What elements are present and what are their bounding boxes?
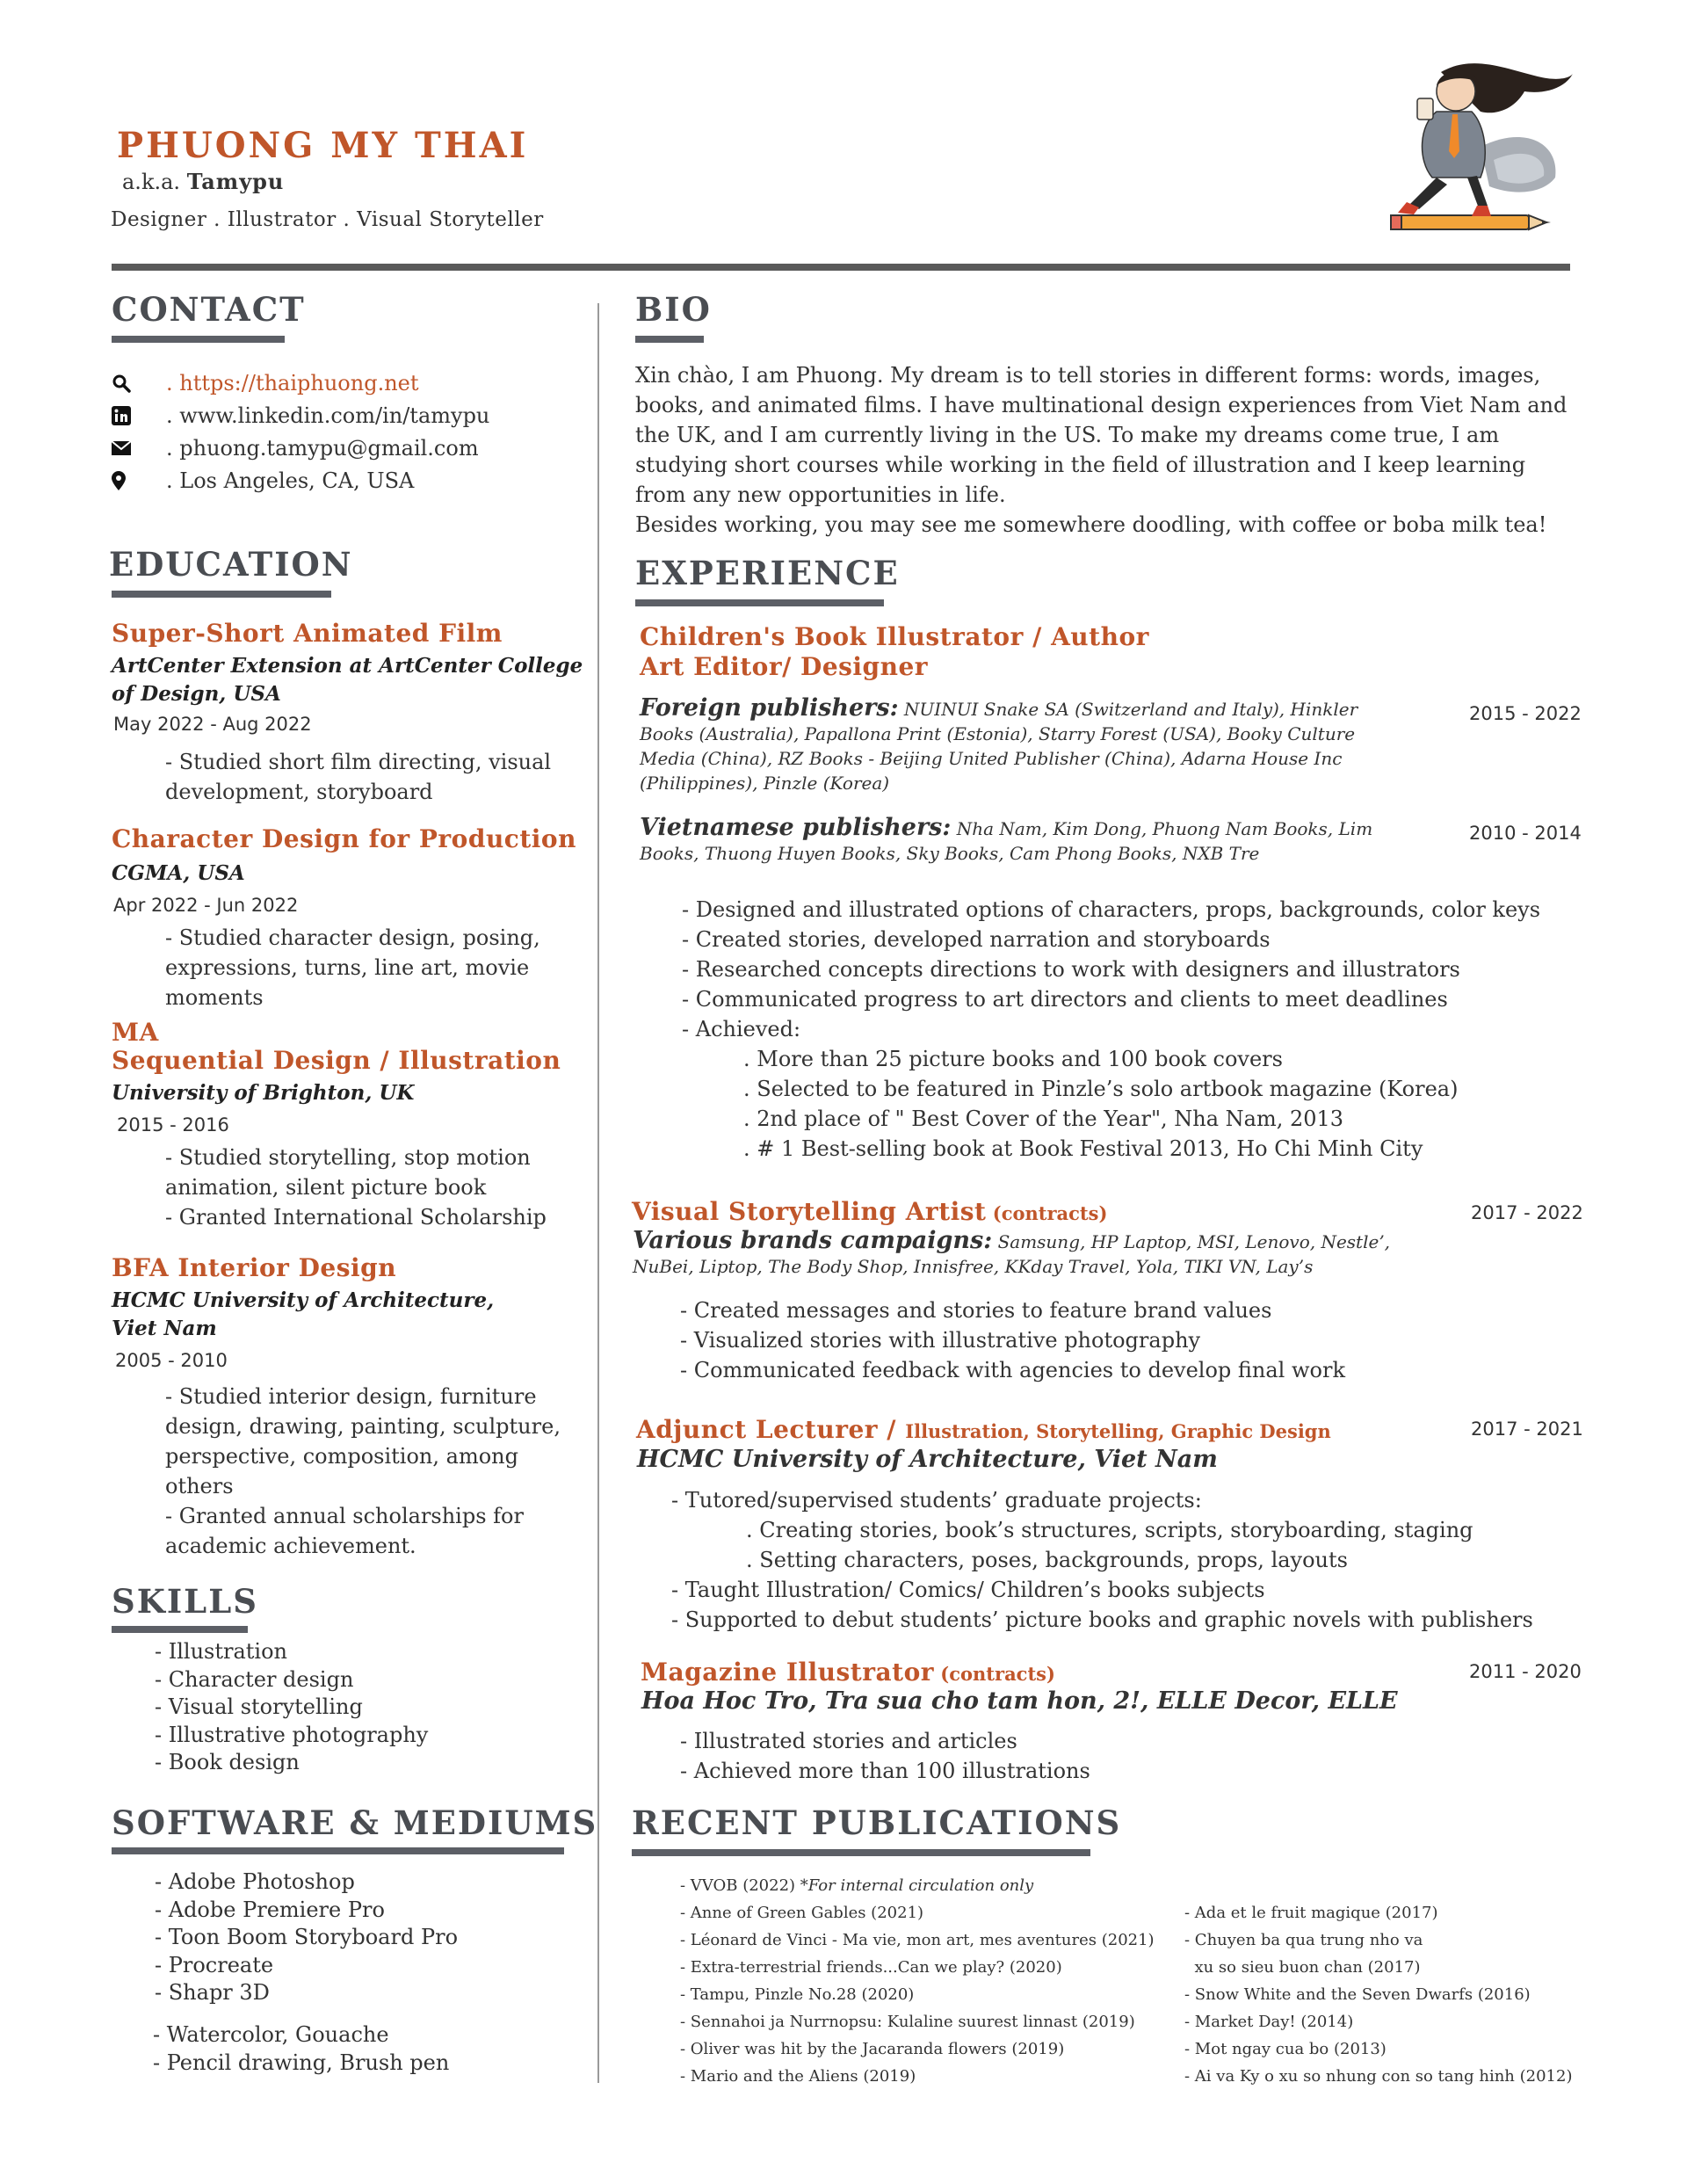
brands-list: Samsung, HP Laptop, MSI, Lenovo, Nestle’, NuBei, Liptop, The Body Shop, Innisfree, KKday Travel, Yola, TIKI VN, Lay’s [633, 1231, 1391, 1277]
edu-1-desc: - Studied short film directing, visual development, storyboard [165, 750, 552, 804]
mascot-illustration-icon [1349, 54, 1577, 243]
skills-underline [112, 1626, 248, 1633]
job-4-type: (contracts) [934, 1663, 1055, 1685]
publication-item: - Chuyen ba qua trung nho va [1184, 1931, 1423, 1949]
edu-3-title: Sequential Design / Illustration [112, 1046, 561, 1075]
resume-name: PHUONG MY THAI [117, 125, 529, 166]
job-1-subtitle: Art Editor/ Designer [640, 652, 929, 681]
education-underline [112, 591, 331, 598]
achievement-item: . More than 25 picture books and 100 book covers [743, 1047, 1283, 1071]
foreign-publishers-list: NUINUI Snake SA (Switzerland and Italy), Hinkler Books (Australia), Papallona Print (Estonia), Starry Forest (USA), Booky Culture Media (China), RZ Books - Beijing United Publisher (China), Adarna House Inc (Philippines), Pinzle (Korea) [640, 699, 1358, 794]
linkedin-link[interactable]: . www.linkedin.com/in/tamypu [166, 403, 490, 428]
publication-item: - VVOB (2022) *For internal circulation only [680, 1876, 1034, 1895]
alias-prefix: a.k.a. [122, 170, 181, 194]
experience-heading: EXPERIENCE [635, 554, 900, 592]
job-bullet: - Researched concepts directions to work with designers and illustrators [682, 957, 1460, 982]
header-divider [112, 264, 1570, 271]
software-item: - Procreate [155, 1952, 274, 1977]
edu-3-date: 2015 - 2016 [117, 1114, 229, 1136]
publication-item: - Léonard de Vinci - Ma vie, mon art, mes aventures (2021) [680, 1931, 1155, 1949]
job-sub-bullet: . Setting characters, poses, backgrounds, props, layouts [746, 1548, 1348, 1572]
job-4-title: Magazine Illustrator [641, 1658, 934, 1687]
job-bullet: - Achieved more than 100 illustrations [680, 1759, 1090, 1783]
job-1-viet-date: 2010 - 2014 [1469, 823, 1582, 844]
edu-1-title: Super-Short Animated Film [112, 619, 503, 648]
education-heading: EDUCATION [109, 545, 353, 584]
job-bullet: - Created stories, developed narration and storyboards [682, 927, 1271, 952]
job-1-achievements [743, 1044, 1458, 1164]
skills-heading: SKILLS [112, 1582, 258, 1621]
software-item: - Adobe Photoshop [155, 1869, 355, 1894]
mediums-list [153, 2021, 449, 2077]
publication-item: - Market Day! (2014) [1184, 2013, 1354, 2031]
website-link[interactable]: . https://thaiphuong.net [166, 371, 419, 395]
job-1-foreign-date: 2015 - 2022 [1469, 703, 1582, 724]
job-4-heading [641, 1658, 1055, 1687]
job-2-title: Visual Storytelling Artist [632, 1197, 987, 1226]
job-3-bullets [671, 1485, 1533, 1635]
job-1-bullets [682, 895, 1540, 1044]
publication-item: - Ai va Ky o xu so nhung con so tang hinh (2012) [1184, 2067, 1573, 2086]
publications-underline [632, 1849, 1090, 1856]
job-3-heading [636, 1415, 1331, 1444]
job-2-type: (contracts) [986, 1202, 1108, 1224]
job-bullet: - Illustrated stories and articles [680, 1729, 1017, 1753]
job-2-date: 2017 - 2022 [1471, 1202, 1583, 1223]
job-4-bullets [680, 1726, 1090, 1786]
tagline: Designer . Illustrator . Visual Storyteller [111, 208, 544, 231]
medium-item: - Pencil drawing, Brush pen [153, 2050, 450, 2075]
edu-1-date: May 2022 - Aug 2022 [113, 714, 312, 735]
contact-location [112, 465, 414, 497]
publication-item: - Sennahoi ja Nurrnopsu: Kulaline suurest linnast (2019) [680, 2013, 1135, 2031]
linkedin-icon [112, 406, 166, 425]
software-list [155, 1868, 458, 2007]
skill-item: - Visual storytelling [155, 1694, 363, 1719]
email-link[interactable]: . phuong.tamypu@gmail.com [166, 436, 479, 461]
software-heading: SOFTWARE & MEDIUMS [112, 1803, 598, 1842]
edu-2-title: Character Design for Production [112, 824, 576, 853]
bio-heading: BIO [635, 290, 712, 329]
contact-email[interactable] [112, 432, 479, 464]
job-bullet: - Achieved: [682, 1017, 801, 1041]
contact-underline [112, 336, 285, 343]
software-item: - Shapr 3D [155, 1980, 270, 2005]
edu-4-date: 2005 - 2010 [115, 1350, 228, 1371]
job-3-title: Adjunct Lecturer / [636, 1415, 906, 1444]
brands-label: Various brands campaigns: [633, 1227, 993, 1254]
software-underline [112, 1847, 564, 1854]
skills-list [155, 1638, 428, 1777]
publication-item: - Anne of Green Gables (2021) [680, 1904, 924, 1922]
achievement-item: . # 1 Best-selling book at Book Festival 2013, Ho Chi Minh City [743, 1136, 1423, 1161]
contact-linkedin[interactable] [112, 400, 489, 432]
job-bullet: - Visualized stories with illustrative photography [680, 1328, 1201, 1353]
job-bullet: - Created messages and stories to feature brand values [680, 1298, 1272, 1323]
job-bullet: - Tutored/supervised students’ graduate projects: [671, 1488, 1202, 1513]
publication-item: - Mario and the Aliens (2019) [680, 2067, 916, 2086]
edu-2-institution: CGMA, USA [112, 861, 245, 885]
job-2-heading [632, 1197, 1107, 1226]
edu-3-desc: - Studied storytelling, stop motion animation, silent picture book [165, 1145, 531, 1200]
job-3-institution: HCMC University of Architecture, Viet Nam [637, 1446, 1218, 1473]
skill-item: - Character design [155, 1666, 354, 1692]
viet-publishers-list: Nha Nam, Kim Dong, Phuong Nam Books, Lim Books, Thuong Huyen Books, Sky Books, Cam Phong Books, NXB Tre [640, 818, 1373, 864]
job-1-foreign-publishers [640, 696, 1413, 795]
publication-item: - Ada et le fruit magique (2017) [1184, 1904, 1438, 1922]
job-bullet: - Communicated progress to art directors and clients to meet deadlines [682, 987, 1448, 1012]
edu-4-title: BFA Interior Design [112, 1253, 397, 1282]
foreign-publishers-label: Foreign publishers: [640, 694, 899, 722]
bio-text-extra: Besides working, you may see me somewhere doodling, with coffee or boba milk tea! [635, 512, 1547, 537]
edu-3-institution: University of Brighton, UK [112, 1081, 415, 1105]
skill-item: - Book design [155, 1750, 300, 1774]
contact-website[interactable] [112, 367, 419, 399]
alias [122, 169, 284, 194]
edu-3-scholarship: - Granted International Scholarship [165, 1205, 547, 1230]
skill-item: - Illustration [155, 1639, 287, 1664]
edu-1-institution: ArtCenter Extension at ArtCenter College of Design, USA [112, 654, 583, 706]
job-3-subjects: Illustration, Storytelling, Graphic Design [905, 1420, 1331, 1442]
medium-item: - Watercolor, Gouache [153, 2022, 389, 2047]
edu-4-desc: - Studied interior design, furniture design, drawing, painting, sculpture, perspective, composition, among others [165, 1384, 561, 1498]
publication-item: - Mot ngay cua bo (2013) [1184, 2040, 1387, 2058]
envelope-icon [112, 441, 166, 455]
job-3-date: 2017 - 2021 [1471, 1419, 1583, 1440]
job-1-title: Children's Book Illustrator / Author [640, 622, 1149, 651]
edu-4-scholarship: - Granted annual scholarships for academic achievement. [165, 1504, 524, 1558]
job-2-bullets [680, 1295, 1345, 1385]
alias-name: Tamypu [186, 169, 285, 194]
publications-col-1 [680, 1872, 1155, 2090]
job-4-date: 2011 - 2020 [1469, 1661, 1582, 1682]
experience-underline [635, 599, 884, 606]
contact-heading: CONTACT [112, 290, 306, 329]
achievement-item: . 2nd place of " Best Cover of the Year", Nha Nam, 2013 [743, 1107, 1344, 1131]
bio-text: Xin chào, I am Phuong. My dream is to tell stories in different forms: words, images, books, and animated films. I have multinational design experiences from Viet Nam and the UK, and I am currently living in the US. To make my dreams come true, I am studying short courses while working in the field of illustration and I keep learning from any new opportunities in life. [635, 363, 1568, 507]
publication-item: - Tampu, Pinzle No.28 (2020) [680, 1985, 915, 2004]
viet-publishers-label: Vietnamese publishers: [640, 814, 952, 841]
software-item: - Toon Boom Storyboard Pro [155, 1925, 459, 1949]
edu-2-date: Apr 2022 - Jun 2022 [113, 895, 299, 916]
edu-4-institution: HCMC University of Architecture, Viet Nam [112, 1288, 495, 1340]
job-2-brands [633, 1229, 1406, 1279]
software-item: - Adobe Premiere Pro [155, 1897, 385, 1922]
publication-item: xu so sieu buon chan (2017) [1184, 1958, 1421, 1977]
achievement-item: . Selected to be featured in Pinzle’s solo artbook magazine (Korea) [743, 1077, 1459, 1101]
job-1-viet-publishers [640, 816, 1395, 866]
skill-item: - Illustrative photography [155, 1722, 429, 1747]
publication-item: - Extra-terrestrial friends...Can we play? (2020) [680, 1958, 1062, 1977]
publications-heading: RECENT PUBLICATIONS [632, 1803, 1122, 1842]
bio-underline [635, 336, 704, 343]
job-4-clients: Hoa Hoc Tro, Tra sua cho tam hon, 2!, ELLE Decor, ELLE [641, 1687, 1398, 1715]
column-divider [597, 303, 599, 2083]
location-pin-icon [112, 471, 166, 490]
search-icon [112, 374, 166, 393]
job-sub-bullet: . Creating stories, book’s structures, scripts, storyboarding, staging [746, 1518, 1473, 1542]
job-bullet: - Communicated feedback with agencies to develop final work [680, 1358, 1345, 1382]
job-bullet: - Taught Illustration/ Comics/ Children’s books subjects [671, 1578, 1265, 1602]
publications-col-2 [1184, 1899, 1572, 2090]
publication-item: - Oliver was hit by the Jacaranda flowers (2019) [680, 2040, 1065, 2058]
edu-2-desc: - Studied character design, posing, expressions, turns, line art, movie moments [165, 925, 540, 1010]
edu-3-degree: MA [112, 1018, 159, 1047]
job-bullet: - Supported to debut students’ picture books and graphic novels with publishers [671, 1607, 1533, 1632]
location-text: . Los Angeles, CA, USA [166, 468, 415, 493]
job-bullet: - Designed and illustrated options of characters, props, backgrounds, color keys [682, 897, 1541, 922]
publication-item: - Snow White and the Seven Dwarfs (2016) [1184, 1985, 1531, 2004]
publication-note: *For internal circulation only [800, 1876, 1034, 1895]
